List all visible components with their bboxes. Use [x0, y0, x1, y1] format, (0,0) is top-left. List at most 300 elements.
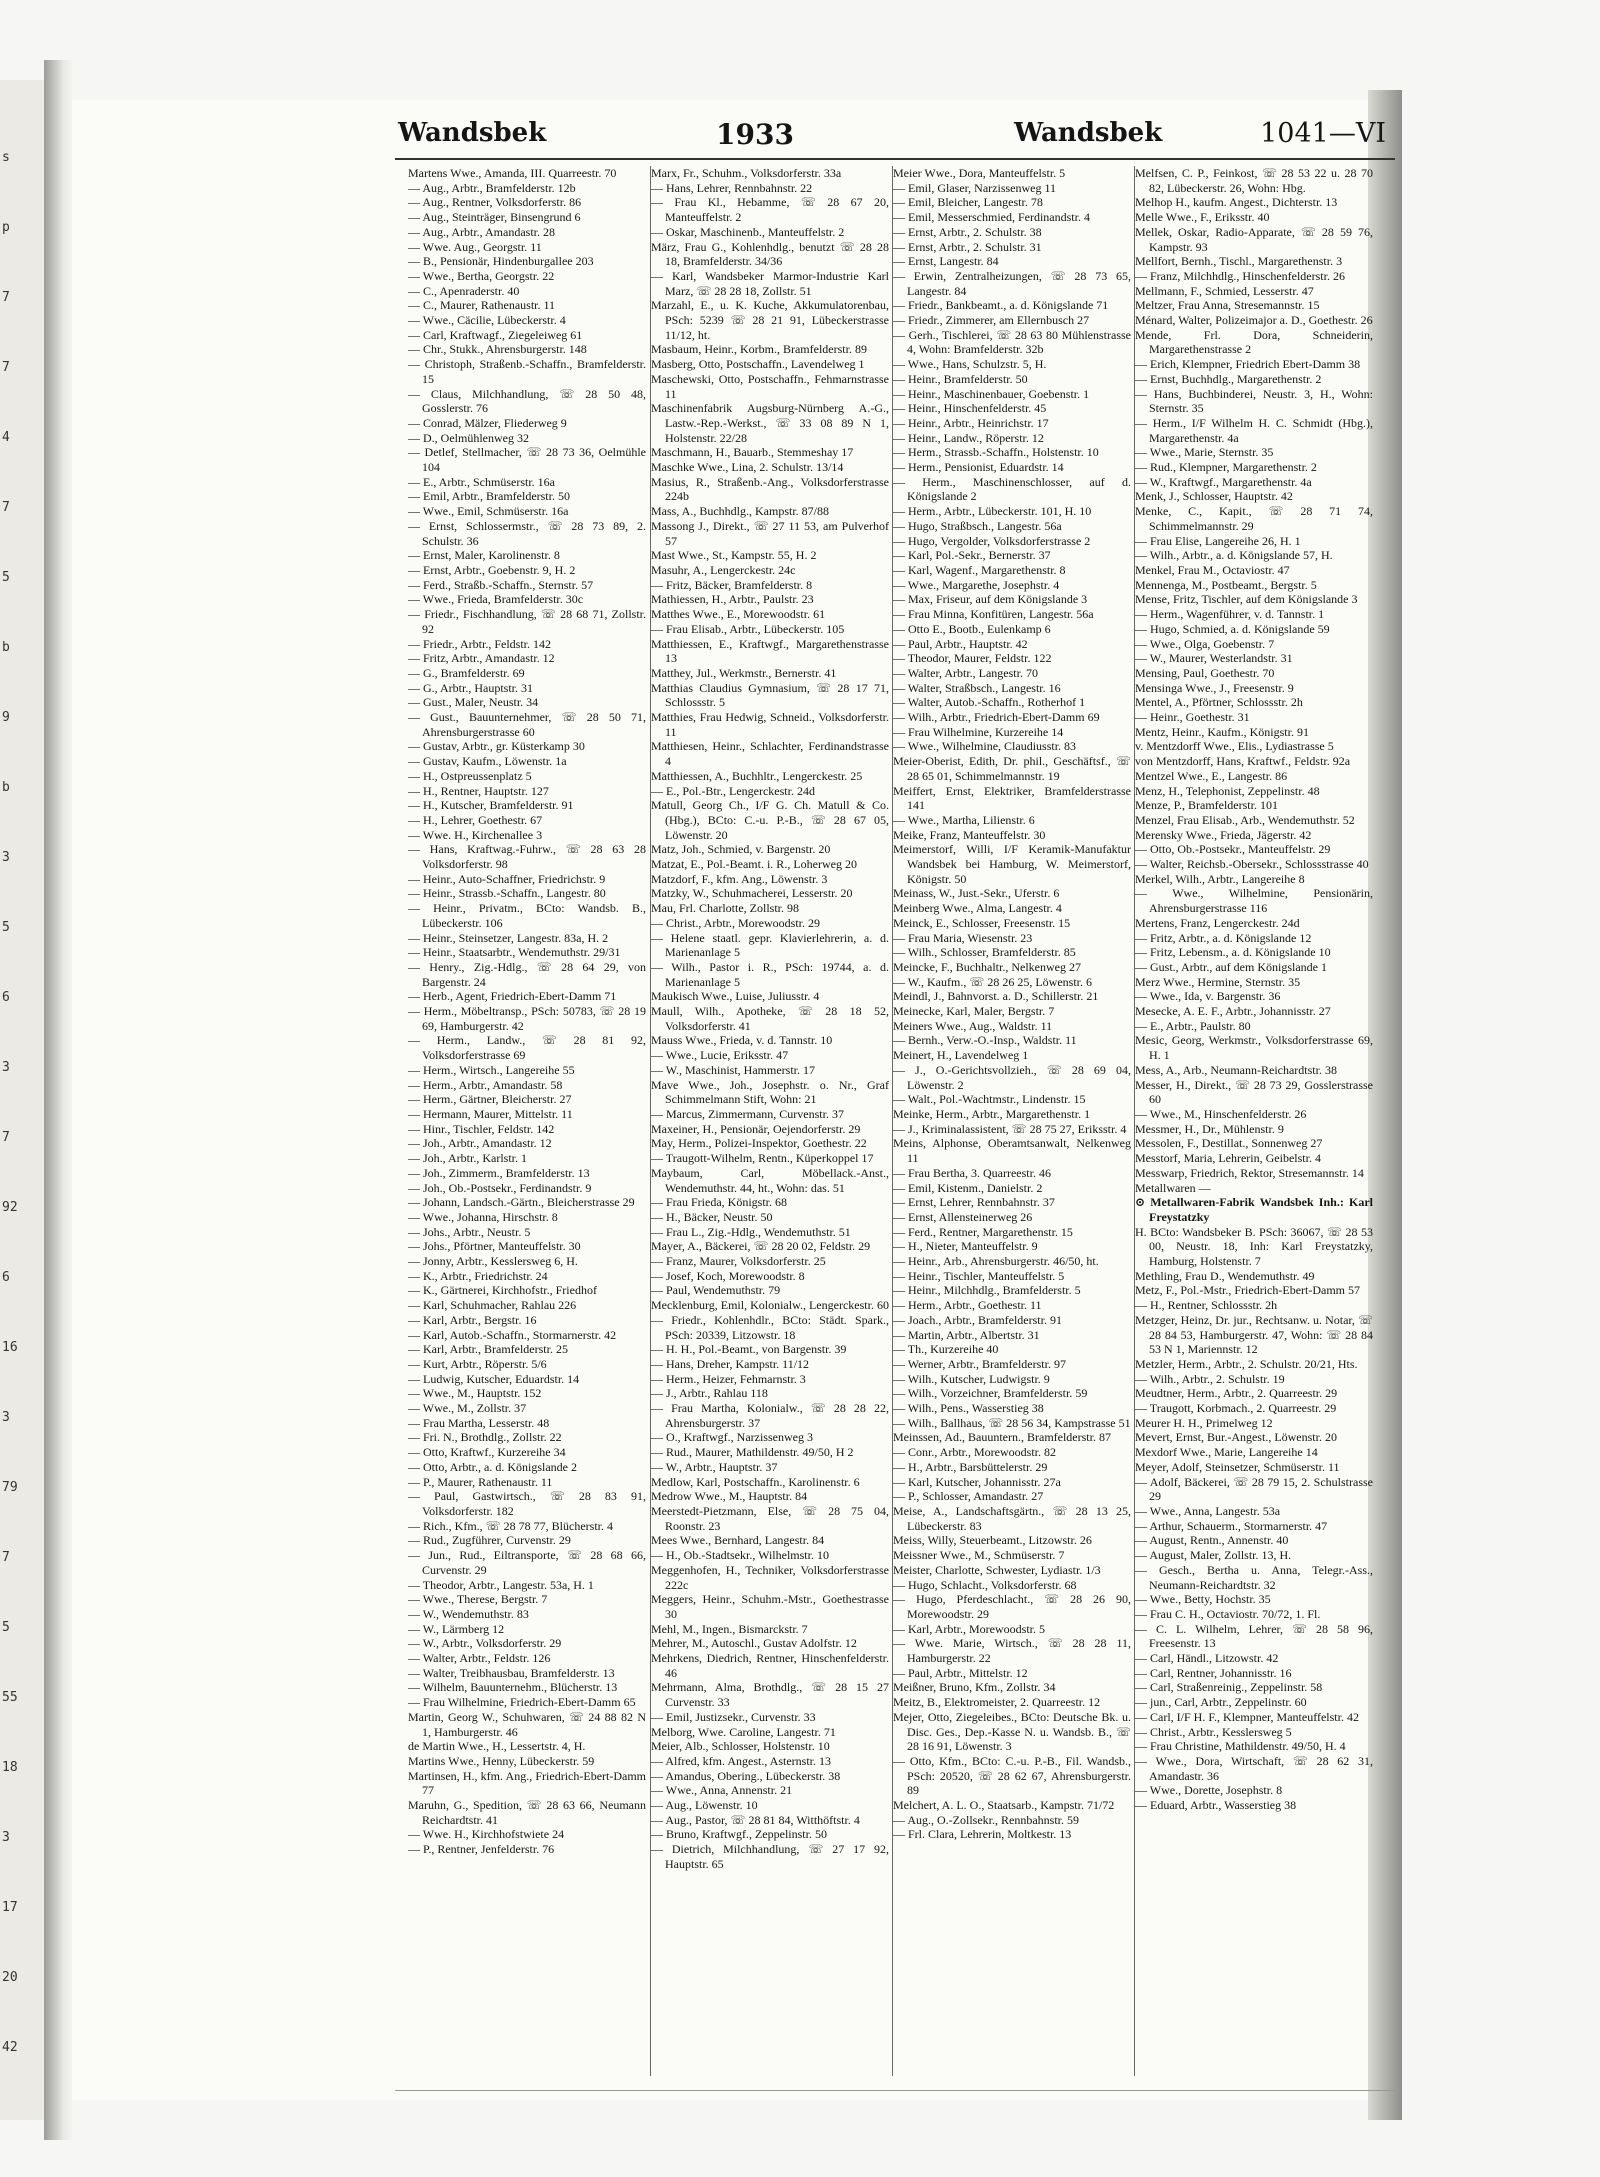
directory-entry: Meincke, F., Buchhaltr., Nelkenweg 27 [893, 959, 1081, 974]
directory-entry: Matthias Claudius Gymnasium, ☏ 28 17 71, Schlossstr. 5 [651, 680, 889, 710]
directory-entry: Martens Wwe., Amanda, III. Quarreestr. 70 [408, 166, 617, 180]
directory-entry: Mevert, Ernst, Bur.-Angest., Löwenstr. 20 [1135, 1430, 1337, 1445]
directory-entry: — Erwin, Zentralheizungen, ☏ 28 73 65, Langestr. 84 [893, 268, 1131, 298]
directory-entry: — Walter, Arbtr., Langestr. 70 [893, 665, 1038, 680]
directory-entry: Mennenga, M., Postbeamt., Bergstr. 5 [1135, 577, 1317, 592]
directory-entry: — Christ., Arbtr., Morewoodstr. 29 [651, 915, 821, 930]
directory-entry: — Walter, Straßbsch., Langestr. 16 [893, 680, 1061, 695]
directory-entry: — H., Ostpreussenplatz 5 [408, 768, 532, 783]
directory-entry: Matthiessen, A., Buchhltr., Lengerckestr. 25 [651, 768, 863, 783]
directory-entry: Messwarp, Friedrich, Rektor, Stresemannstr. 14 [1135, 1165, 1364, 1180]
previous-page-fragment: 3 [2, 850, 10, 865]
directory-entry: Mees Wwe., Bernhard, Langestr. 84 [651, 1533, 825, 1548]
directory-entry: — Wwe., M., Zollstr. 37 [408, 1401, 527, 1416]
directory-entry: — Max, Friseur, auf dem Königslande 3 [893, 592, 1088, 607]
directory-entry: Metzler, Herm., Arbtr., 2. Schulstr. 20/21, Hts. [1135, 1356, 1358, 1371]
directory-entry: — Ludwig, Kutscher, Eduardstr. 14 [408, 1371, 580, 1386]
directory-entry: — Heinr., Bramfelderstr. 50 [893, 371, 1028, 386]
directory-entry: — Herm., Wirtsch., Langereihe 55 [408, 1062, 575, 1077]
directory-entry: — H., Lehrer, Goethestr. 67 [408, 812, 543, 827]
directory-entry: — Theodor, Arbtr., Langestr. 53a, H. 1 [408, 1577, 594, 1592]
directory-entry: — Otto, Arbtr., a. d. Königslande 2 [408, 1459, 577, 1474]
directory-entry: — Friedr., Zimmerer, am Ellernbusch 27 [893, 313, 1090, 328]
directory-entry: — O., Kraftwgf., Narzissenweg 3 [651, 1430, 813, 1445]
directory-entry: — Friedr., Bankbeamt., a. d. Königslande 71 [893, 298, 1109, 313]
directory-entry: — Gesch., Bertha u. Anna, Telegr.-Ass., Neumann-Reichardtstr. 32 [1135, 1562, 1373, 1592]
directory-entry: — J., Kriminalassistent, ☏ 28 75 27, Eriksstr. 4 [893, 1121, 1127, 1136]
directory-entry: — Heinr., Tischler, Manteuffelstr. 5 [893, 1268, 1065, 1283]
directory-entry: — Joh., Arbtr., Karlstr. 1 [408, 1151, 527, 1166]
directory-entry: — Paul, Gastwirtsch., ☏ 28 83 91, Volksdorferstr. 182 [408, 1489, 646, 1518]
directory-entry: — Herb., Agent, Friedrich-Ebert-Damm 71 [408, 989, 617, 1004]
directory-entry: Meindl, J., Bahnvorst. a. D., Schillerstr. 21 [893, 989, 1099, 1004]
directory-entry: — Aug., Pastor, ☏ 28 81 84, Witthöftstr. 4 [651, 1812, 860, 1827]
directory-entry: Mave Wwe., Joh., Josephstr. o. Nr., Graf Schimmelmann Stift, Wohn: 21 [651, 1077, 889, 1107]
directory-entry: — Karl, Wandsbeker Marmor-Industrie Karl Marz, ☏ 28 28 18, Zollstr. 51 [651, 268, 889, 298]
directory-entry: — C., Maurer, Rathenaustr. 11 [408, 298, 556, 313]
previous-page-fragment: 5 [2, 570, 10, 585]
directory-entry: — Wwe., Olga, Goebenstr. 7 [1135, 636, 1275, 651]
directory-entry: — Hans, Buchbinderei, Neustr. 3, H., Wohn: Sternstr. 35 [1135, 386, 1373, 416]
directory-entry: Meins, Alphonse, Oberamtsanwalt, Nelkenweg 11 [893, 1136, 1131, 1166]
previous-page-fragment: 3 [2, 1060, 10, 1075]
directory-entry: — jun., Carl, Arbtr., Zeppelinstr. 60 [1135, 1695, 1307, 1710]
directory-entry: Meinssen, Ad., Bauuntern., Bramfelderstr. 87 [893, 1430, 1111, 1445]
directory-entry: Medrow Wwe., M., Hauptstr. 84 [651, 1489, 808, 1504]
directory-entry: — Karl, Wagenf., Margarethenstr. 8 [893, 562, 1066, 577]
directory-entry: — Wwe. H., Kirchenallee 3 [408, 827, 543, 842]
directory-entry: — Karl, Schuhmacher, Rahlau 226 [408, 1298, 577, 1313]
directory-entry: — Walter, Autob.-Schaffn., Rotherhof 1 [893, 695, 1086, 710]
previous-page-fragment: 7 [2, 500, 10, 515]
previous-page-fragment: 55 [2, 1690, 18, 1705]
directory-entry: — Ernst, Maler, Karolinenstr. 8 [408, 548, 560, 563]
directory-entry: — Hans, Lehrer, Rennbahnstr. 22 [651, 180, 813, 195]
directory-entry: — Emil, Glaser, Narzissenweg 11 [893, 180, 1057, 195]
directory-entry: — Karl, Pol.-Sekr., Bernerstr. 37 [893, 548, 1051, 563]
directory-entry: — W., Wendemuthstr. 83 [408, 1606, 529, 1621]
footer-rule [395, 2090, 1395, 2091]
directory-entry: — Aug., Rentner, Volksdorferstr. 86 [408, 195, 582, 210]
directory-entry: — Emil, Messerschmied, Ferdinandstr. 4 [893, 210, 1090, 225]
directory-entry: Maschewski, Otto, Postschaffn., Fehmarnstrasse 11 [651, 371, 889, 401]
directory-entry: — Walter, Treibhausbau, Bramfelderstr. 13 [408, 1665, 615, 1680]
directory-entry: — W., Kaufm., ☏ 28 26 25, Löwenstr. 6 [893, 974, 1092, 989]
directory-entry: — Theodor, Maurer, Feldstr. 122 [893, 651, 1052, 666]
directory-entry: Mesecke, A. E. F., Arbtr., Johannisstr. 27 [1135, 1004, 1331, 1019]
directory-entry: Mecklenburg, Emil, Kolonialw., Lengerckestr. 60 [651, 1298, 889, 1313]
previous-page-fragment: b [2, 640, 10, 655]
directory-entry: Maull, Wilh., Apotheke, ☏ 28 18 52, Volksdorferstr. 41 [651, 1004, 889, 1033]
directory-entry: — Heinr., Auto-Schaffner, Friedrichstr. 9 [408, 871, 606, 886]
directory-entry: Melchert, A. L. O., Staatsarb., Kampstr. 71/72 [893, 1798, 1115, 1813]
directory-entry: — Karl, Kutscher, Johannisstr. 27a [893, 1474, 1061, 1489]
directory-entry: — Carl, Händl., Litzowstr. 42 [1135, 1651, 1279, 1666]
previous-page-fragment: s [2, 150, 10, 165]
directory-entry: Meise, A., Landschaftsgärtn., ☏ 28 13 25, Lübeckerstr. 83 [893, 1503, 1131, 1533]
directory-entry: — H., Rentner, Hauptstr. 127 [408, 783, 549, 798]
previous-page-edge [0, 80, 46, 2120]
directory-entry: — Gustav, Arbtr., gr. Küsterkamp 30 [408, 739, 585, 754]
directory-entry: Matzky, W., Schuhmacherei, Lesserstr. 20 [651, 886, 853, 901]
directory-entry: Merz Wwe., Hermine, Sternstr. 35 [1135, 974, 1301, 989]
directory-entry: Mentzel Wwe., E., Langestr. 86 [1135, 768, 1288, 783]
directory-entry: Mehrkens, Diedrich, Rentner, Hinschenfelderstr. 46 [651, 1651, 889, 1680]
directory-entry: — Johann, Landsch.-Gärtn., Bleicherstrasse 29 [408, 1195, 635, 1210]
directory-entry: Metallwaren — [1135, 1180, 1211, 1195]
directory-entry: — Ernst, Allensteinerweg 26 [893, 1209, 1033, 1224]
directory-entry: — Gust., Maler, Neustr. 34 [408, 695, 539, 710]
directory-entry: — Wwe. H., Kirchhofstwiete 24 [408, 1827, 565, 1842]
directory-entry: — Herm., Strassb.-Schaffn., Holstenstr. 10 [893, 445, 1099, 460]
directory-entry: Metzger, Heinz, Dr. jur., Rechtsanw. u. Notar, ☏ 28 84 53, Hamburgerstr. 47, Wohn: ☏ 28 84 53 N 1, Mariennstr. 12 [1135, 1312, 1373, 1357]
directory-entry: Mathiessen, H., Arbtr., Paulstr. 23 [651, 592, 814, 607]
directory-entry: — K., Arbtr., Friedrichstr. 24 [408, 1268, 548, 1283]
directory-entry: — Wwe., Marie, Sternstr. 35 [1135, 445, 1274, 460]
directory-entry: — Karl, Arbtr., Bramfelderstr. 25 [408, 1342, 568, 1357]
directory-entry: — Wilh., Arbtr., Friedrich-Ebert-Damm 69 [893, 710, 1100, 725]
previous-page-fragment: b [2, 780, 10, 795]
directory-entry: Meinck, E., Schlosser, Freesenstr. 15 [893, 915, 1071, 930]
directory-entry: de Martin Wwe., H., Lessertstr. 4, H. [408, 1739, 586, 1754]
directory-entry: Matthey, Jul., Werkmstr., Bernerstr. 41 [651, 665, 837, 680]
previous-page-fragment: 4 [2, 430, 10, 445]
directory-entry: — Herm., Maschinenschlosser, auf d. Königslande 2 [893, 474, 1131, 504]
directory-entry: — Carl, I/F H. F., Klempner, Manteuffelstr. 42 [1135, 1709, 1359, 1724]
directory-entry: — Herm., Möbeltransp., PSch: 50783, ☏ 28 19 69, Hamburgerstr. 42 [408, 1004, 646, 1033]
directory-entry: — Frau Maria, Wiesenstr. 23 [893, 930, 1033, 945]
directory-entry: — Frau Kl., Hebamme, ☏ 28 67 20, Manteuffelstr. 2 [651, 195, 889, 225]
directory-entry: Meißner, Bruno, Kfm., Zollstr. 34 [893, 1680, 1056, 1695]
directory-entry: — K., Gärtnerei, Kirchhofstr., Friedhof [408, 1283, 597, 1298]
directory-entry: Meiss, Willy, Steuerbeamt., Litzowstr. 26 [893, 1533, 1092, 1548]
directory-entry: — Wwe., Ida, v. Bargenstr. 36 [1135, 989, 1281, 1004]
previous-page-fragment: 7 [2, 1550, 10, 1565]
directory-entry: — Herm., Gärtner, Bleicherstr. 27 [408, 1092, 572, 1107]
directory-entry: Mexdorf Wwe., Marie, Langereihe 14 [1135, 1445, 1318, 1460]
directory-entry: — Heinr., Maschinenbauer, Goebenstr. 1 [893, 386, 1090, 401]
directory-entry: Menke, C., Kapit., ☏ 28 71 74, Schimmelmannstr. 29 [1135, 504, 1373, 533]
column-3 [892, 166, 1131, 2076]
directory-entry: — Rud., Zugführer, Curvenstr. 29 [408, 1533, 571, 1548]
directory-entry: Meinecke, Karl, Maler, Bergstr. 7 [893, 1004, 1055, 1019]
directory-entry: — Gust., Bauunternehmer, ☏ 28 50 71, Ahrensburgerstrasse 60 [408, 710, 646, 739]
directory-entry: — G., Arbtr., Hauptstr. 31 [408, 680, 533, 695]
directory-entry: — Friedr., Kohlenhdlr., BCto: Städt. Spark., PSch: 20339, Litzowstr. 18 [651, 1312, 889, 1342]
directory-entry: — H., Kutscher, Bramfelderstr. 91 [408, 798, 574, 813]
directory-entry: — Wwe., Therese, Bergstr. 7 [408, 1592, 548, 1607]
previous-page-fragment: 16 [2, 1340, 18, 1355]
directory-entry: — Johs., Pförtner, Manteuffelstr. 30 [408, 1239, 581, 1254]
directory-entry: — Rud., Klempner, Margarethenstr. 2 [1135, 460, 1317, 475]
directory-entry: — Martin, Arbtr., Albertstr. 31 [893, 1327, 1040, 1342]
directory-entry: Meister, Charlotte, Schwester, Lydiastr. 1/3 [893, 1562, 1101, 1577]
directory-entry: Maukisch Wwe., Luise, Juliusstr. 4 [651, 989, 820, 1004]
directory-entry: — Ernst, Schlossermstr., ☏ 28 73 89, 2. Schulstr. 36 [408, 518, 646, 548]
directory-entry: von Mentzdorff, Hans, Kraftwf., Feldstr. 92a [1135, 754, 1351, 769]
directory-entry: Matzat, E., Pol.-Beamt. i. R., Loherweg 20 [651, 857, 857, 872]
directory-entry: — G., Bramfelderstr. 69 [408, 665, 525, 680]
directory-entry: — Hugo, Schlacht., Volksdorferstr. 68 [893, 1577, 1077, 1592]
directory-entry: Meissner Wwe., M., Schmüserstr. 7 [893, 1548, 1065, 1563]
directory-entry: — Karl, Arbtr., Morewoodstr. 5 [893, 1621, 1045, 1636]
directory-entry: — Aug., Steinträger, Binsengrund 6 [408, 210, 581, 225]
directory-entry: — Herm., Landw., ☏ 28 81 92, Volksdorferstrasse 69 [408, 1033, 646, 1063]
directory-entry: Meudtner, Herm., Arbtr., 2. Quarreestr. 29 [1135, 1386, 1338, 1401]
directory-entry: — Rud., Maurer, Mathildenstr. 49/50, H 2 [651, 1445, 854, 1460]
directory-entry: — Paul, Arbtr., Hauptstr. 42 [893, 636, 1028, 651]
directory-entry: — Claus, Milchhandlung, ☏ 28 50 48, Gosslerstr. 76 [408, 386, 646, 416]
directory-entry: — Frau Frieda, Königstr. 68 [651, 1195, 787, 1210]
directory-entry: — Hans, Dreher, Kampstr. 11/12 [651, 1356, 810, 1371]
directory-entry: — Otto, Kraftwf., Kurzereihe 34 [408, 1445, 566, 1460]
directory-entry: Mast Wwe., St., Kampstr. 55, H. 2 [651, 548, 817, 563]
directory-entry: — Frau Elise, Langereihe 26, H. 1 [1135, 533, 1301, 548]
directory-entry: — Fri. N., Brothdlg., Zollstr. 22 [408, 1430, 562, 1445]
directory-entry: Melhop H., kaufm. Angest., Dichterstr. 13 [1135, 195, 1338, 210]
directory-entry: Martins Wwe., Henny, Lübeckerstr. 59 [408, 1753, 595, 1768]
directory-entry: — Wwe., Dorette, Josephstr. 8 [1135, 1783, 1283, 1798]
directory-entry: Marzahl, E., u. K. Kuche, Akkumulatorenbau, PSch: 5239 ☏ 28 21 91, Lübeckerstrasse 11/12, ht. [651, 298, 889, 342]
directory-entry: Maxeiner, H., Pensionär, Oejendorferstr. 29 [651, 1121, 861, 1136]
directory-entry: Meinass, W., Just.-Sekr., Uferstr. 6 [893, 886, 1060, 901]
header-rule [395, 158, 1395, 160]
directory-entry: — Otto, Kfm., BCto: C.-u. P.-B., Fil. Wandsb., PSch: 20520, ☏ 28 62 67, Ahrensburgerstr. 89 [893, 1753, 1131, 1798]
directory-entry: — J., Arbtr., Rahlau 118 [651, 1386, 768, 1401]
directory-entry: — Fritz, Bäcker, Bramfelderstr. 8 [651, 577, 813, 592]
directory-entry: Martin, Georg W., Schuhwaren, ☏ 24 88 82 N 1, Hamburgerstr. 46 [408, 1709, 646, 1739]
directory-entry: — Wwe., Hans, Schulzstr. 5, H. [893, 357, 1047, 372]
directory-entry: — Jun., Rud., Eiltransporte, ☏ 28 68 66, Curvenstr. 29 [408, 1548, 646, 1577]
directory-entry: — H. H., Pol.-Beamt., von Bargenstr. 39 [651, 1342, 847, 1357]
directory-entry: — Wilh., Pens., Wasserstieg 38 [893, 1401, 1044, 1416]
directory-entry: — Wwe., Lucie, Eriksstr. 47 [651, 1048, 789, 1063]
directory-entry: Meinke, Herm., Arbtr., Margarethenstr. 1 [893, 1107, 1091, 1121]
directory-entry: — Fritz, Arbtr., a. d. Königslande 12 [1135, 930, 1312, 945]
directory-entry: Menkel, Frau M., Octaviostr. 47 [1135, 562, 1290, 577]
directory-entry: — Wwe., Dora, Wirtschaft, ☏ 28 62 31, Amandastr. 36 [1135, 1753, 1373, 1783]
directory-entry: — Kurt, Arbtr., Röperstr. 5/6 [408, 1356, 547, 1371]
directory-entry: Marx, Fr., Schuhm., Volksdorferstr. 33a [651, 166, 842, 180]
column-1 [408, 166, 646, 2076]
directory-entry: — Ferd., Straßb.-Schaffn., Sternstr. 57 [408, 577, 594, 592]
previous-page-fragment: p [2, 220, 10, 235]
directory-entry: Mau, Frl. Charlotte, Zollstr. 98 [651, 901, 799, 916]
directory-entry: Meiners Wwe., Aug., Waldstr. 11 [893, 1018, 1053, 1033]
directory-entry: — Herm., Arbtr., Amandastr. 58 [408, 1077, 563, 1092]
directory-entry: Meier Wwe., Dora, Manteuffelstr. 5 [893, 166, 1066, 180]
directory-entry: — Carl, Straßenreinig., Zeppelinstr. 58 [1135, 1680, 1323, 1695]
directory-entry: Mertens, Franz, Lengerckestr. 24d [1135, 915, 1300, 930]
directory-entry: — Arthur, Schauerm., Stormarnerstr. 47 [1135, 1518, 1328, 1533]
directory-entry: — Henry., Zig.-Hdlg., ☏ 28 64 29, von Bargenstr. 24 [408, 959, 646, 989]
directory-entry: — Carl, Kraftwagf., Ziegeleiweg 61 [408, 327, 583, 342]
directory-entry: — Joh., Ob.-Postsekr., Ferdinandstr. 9 [408, 1180, 592, 1195]
directory-entry: — Conrad, Mälzer, Fliederweg 9 [408, 415, 567, 430]
directory-entry: — Emil, Arbtr., Bramfelderstr. 50 [408, 489, 570, 504]
directory-entry: — Herm., Arbtr., Goethestr. 11 [893, 1298, 1042, 1313]
directory-entry: — Wwe., Bertha, Georgstr. 22 [408, 268, 555, 283]
directory-entry: — Frau Bertha, 3. Quarreestr. 46 [893, 1165, 1051, 1180]
directory-entry: Mellmann, F., Schmied, Lesserstr. 47 [1135, 283, 1314, 298]
directory-entry: — Emil, Bleicher, Langestr. 78 [893, 195, 1043, 210]
previous-page-fragment: 3 [2, 1410, 10, 1425]
directory-entry: — Heinr., Privatm., BCto: Wandsb. B., Lübeckerstr. 106 [408, 901, 646, 930]
book-gutter [44, 60, 72, 2140]
directory-entry: Mende, Frl. Dora, Schneiderin, Margarethenstrasse 2 [1135, 327, 1373, 357]
directory-entry: — Heinr., Steinsetzer, Langestr. 83a, H. 2 [408, 930, 609, 945]
directory-entry: — Walter, Reichsb.-Obersekr., Schlossstrasse 40 [1135, 857, 1369, 872]
directory-entry: Mellek, Oskar, Radio-Apparate, ☏ 28 59 76, Kampstr. 93 [1135, 224, 1373, 254]
directory-entry: Merensky Wwe., Frieda, Jägerstr. 42 [1135, 827, 1312, 842]
directory-entry: — P., Rentner, Jenfelderstr. 76 [408, 1842, 555, 1857]
directory-entry: — Hinr., Tischler, Feldstr. 142 [408, 1121, 555, 1136]
directory-entry: — Hans, Kraftwag.-Fuhrw., ☏ 28 63 28 Volksdorferstr. 98 [408, 842, 646, 872]
previous-page-fragment: 9 [2, 710, 10, 725]
directory-entry: Matthiesen, Heinr., Schlachter, Ferdinandstrasse 4 [651, 739, 889, 769]
directory-entry: Meltzer, Frau Anna, Stresemannstr. 15 [1135, 298, 1320, 313]
directory-entry: — Ernst, Langestr. 84 [893, 254, 999, 269]
directory-entry: — H., Ob.-Stadtsekr., Wilhelmstr. 10 [651, 1548, 829, 1563]
directory-entry: — Ernst, Buchhdlg., Margarethenstr. 2 [1135, 371, 1322, 386]
previous-page-fragment: 7 [2, 1130, 10, 1145]
directory-entry: — Amandus, Obering., Lübeckerstr. 38 [651, 1768, 841, 1783]
directory-entry: Meyer, Adolf, Steinsetzer, Schmüserstr. 11 [1135, 1459, 1340, 1474]
previous-page-fragment: 7 [2, 290, 10, 305]
directory-entry: — Wilh., Ballhaus, ☏ 28 56 34, Kampstrasse 51 [893, 1415, 1131, 1430]
directory-entry: — Karl, Autob.-Schaffn., Stormarnerstr. 42 [408, 1327, 617, 1342]
previous-page-fragment: 79 [2, 1480, 18, 1495]
directory-entry: Metz, F., Pol.-Mstr., Friedrich-Ebert-Damm 57 [1135, 1283, 1361, 1298]
directory-entry: — Gerh., Tischlerei, ☏ 28 63 80 Mühlenstrasse 4, Wohn: Bramfelderstr. 32b [893, 327, 1131, 357]
directory-entry: — Jonny, Arbtr., Kesslersweg 6, H. [408, 1254, 578, 1269]
directory-entry: Messtorf, Maria, Lehrerin, Geibelstr. 4 [1135, 1151, 1321, 1166]
directory-entry: — Franz, Maurer, Volksdorferstr. 25 [651, 1254, 826, 1269]
directory-entry: Meier, Alb., Schlosser, Holstenstr. 10 [651, 1739, 830, 1754]
directory-entry: ⊙ Metallwaren-Fabrik Wandsbek Inh.: Karl Freystatzky [1135, 1195, 1373, 1224]
directory-entry: — Detlef, Stellmacher, ☏ 28 73 36, Oelmühle 104 [408, 445, 646, 475]
directory-entry: Mensing, Paul, Goethestr. 70 [1135, 665, 1275, 680]
directory-entry: — August, Rentn., Annenstr. 40 [1135, 1533, 1289, 1548]
directory-entry: — Heinr., Arb., Ahrensburgerstr. 46/50, ht. [893, 1254, 1099, 1269]
directory-entry: Meinberg Wwe., Alma, Langestr. 4 [893, 901, 1062, 916]
directory-entry: Melborg, Wwe. Caroline, Langestr. 71 [651, 1724, 836, 1739]
directory-entry: Mayer, A., Bäckerei, ☏ 28 20 02, Feldstr. 29 [651, 1239, 871, 1254]
directory-entry: — Herm., I/F Wilhelm H. C. Schmidt (Hbg.), Margarethenstr. 4a [1135, 415, 1373, 445]
directory-entry: — Wwe., Betty, Hochstr. 35 [1135, 1592, 1271, 1607]
directory-entry: — Friedr., Fischhandlung, ☏ 28 68 71, Zollstr. 92 [408, 607, 646, 636]
directory-entry: — Frl. Clara, Lehrerin, Moltkestr. 13 [893, 1827, 1072, 1842]
directory-entry: — C., Apenraderstr. 40 [408, 283, 520, 298]
page-number: 1041—VI [1260, 118, 1386, 149]
directory-entry: Messmer, H., Dr., Mühlenstr. 9 [1135, 1121, 1284, 1136]
directory-entry: Melle Wwe., F., Eriksstr. 40 [1135, 210, 1270, 225]
directory-entry: — Karl, Arbtr., Bergstr. 16 [408, 1312, 537, 1327]
directory-entry: Melfsen, C. P., Feinkost, ☏ 28 53 22 u. 28 70 82, Lübeckerstr. 26, Wohn: Hbg. [1135, 166, 1373, 195]
previous-page-fragment: 6 [2, 990, 10, 1005]
directory-entry: — Aug., Arbtr., Amandastr. 28 [408, 224, 555, 239]
directory-entry: — Wwe., M., Hinschenfelderstr. 26 [1135, 1107, 1307, 1121]
directory-entry: Matzdorf, F., kfm. Ang., Löwenstr. 3 [651, 871, 828, 886]
directory-entry: — Wwe. Aug., Georgstr. 11 [408, 239, 542, 254]
previous-page-fragment: 5 [2, 1620, 10, 1635]
column-2 [650, 166, 889, 2076]
directory-entry: — Joh., Arbtr., Amandastr. 12 [408, 1136, 552, 1151]
directory-entry: — Eduard, Arbtr., Wasserstieg 38 [1135, 1798, 1297, 1813]
directory-entry: — Frau C. H., Octaviostr. 70/72, 1. Fl. [1135, 1606, 1321, 1621]
directory-entry: H. BCto: Wandsbeker B. PSch: 36067, ☏ 28 53 00, Neustr. 18, Inh: Karl Freystatzky, Hamburg, Holstenstr. 7 [1135, 1224, 1373, 1269]
directory-entry: — Wwe., Anna, Annenstr. 21 [651, 1783, 793, 1798]
directory-entry: Mass, A., Buchhdlg., Kampstr. 87/88 [651, 504, 830, 519]
directory-entry: Meiffert, Ernst, Elektriker, Bramfelderstrasse 141 [893, 783, 1131, 813]
directory-entry: — Frau L., Zig.-Hdlg., Wendemuthstr. 51 [651, 1224, 851, 1239]
directory-entry: Mentel, A., Pförtner, Schlossstr. 2h [1135, 695, 1303, 710]
directory-entry: — Franz, Milchhdlg., Hinschenfelderstr. 26 [1135, 268, 1345, 283]
directory-entry: — P., Maurer, Rathenaustr. 11 [408, 1474, 553, 1489]
directory-entry: — Wwe., Emil, Schmüserstr. 16a [408, 504, 569, 519]
directory-entry: — Wwe., Cäcilie, Lübeckerstr. 4 [408, 313, 566, 328]
directory-entry: — Adolf, Bäckerei, ☏ 28 79 15, 2. Schulstrasse 29 [1135, 1474, 1373, 1504]
directory-entry: — Wwe., M., Hauptstr. 152 [408, 1386, 542, 1401]
directory-entry: Maruhn, G., Spedition, ☏ 28 63 66, Neumann Reichardtstr. 41 [408, 1798, 646, 1827]
directory-entry: — Johs., Arbtr., Neustr. 5 [408, 1224, 531, 1239]
directory-entry: — W., Maschinist, Hammerstr. 17 [651, 1062, 815, 1077]
directory-entry: — Frau Martha, Kolonialw., ☏ 28 28 22, Ahrensburgerstr. 37 [651, 1401, 889, 1430]
directory-entry: — Gustav, Kaufm., Löwenstr. 1a [408, 754, 567, 769]
directory-entry: — H., Nieter, Manteuffelstr. 9 [893, 1239, 1038, 1254]
previous-page-fragment: 20 [2, 1970, 18, 1985]
directory-entry: — Christoph, Straßenb.-Schaffn., Bramfelderstr. 15 [408, 357, 646, 386]
directory-entry: — Th., Kurzereihe 40 [893, 1342, 999, 1357]
directory-entry: — W., Arbtr., Hauptstr. 37 [651, 1459, 778, 1474]
directory-entry: Menzel, Frau Elisab., Arb., Wendemuthstr. 52 [1135, 812, 1355, 827]
directory-entry: — W., Arbtr., Volksdorferstr. 29 [408, 1636, 562, 1651]
directory-entry: — Walter, Arbtr., Feldstr. 126 [408, 1651, 551, 1666]
directory-entry: Maschinenfabrik Augsburg-Nürnberg A.-G., Lastw.-Rep.-Werkst., ☏ 33 08 89 N 1, Holstenstr. 22/28 [651, 401, 889, 445]
header-right-title: Wandsbek [1014, 118, 1163, 148]
directory-entry: Meurer H. H., Primelweg 12 [1135, 1415, 1273, 1430]
directory-entry: — P., Schlosser, Amandastr. 27 [893, 1489, 1044, 1504]
directory-entry: Mehrmann, Alma, Brothdlg., ☏ 28 15 27 Curvenstr. 33 [651, 1680, 889, 1710]
directory-entry: — Frau Minna, Konfitüren, Langestr. 56a [893, 607, 1094, 622]
directory-entry: — Fritz, Lebensm., a. d. Königslande 10 [1135, 945, 1331, 960]
directory-entry: — Christ., Arbtr., Kesslersweg 5 [1135, 1724, 1292, 1739]
directory-entry: Matull, Georg Ch., I/F G. Ch. Matull & Co. (Hbg.), BCto: C.-u. P.-B., ☏ 28 67 05, Löwenstr. 20 [651, 798, 889, 842]
directory-entry: — E., Arbtr., Paulstr. 80 [1135, 1018, 1251, 1033]
directory-entry: — Rich., Kfm., ☏ 28 78 77, Blücherstr. 4 [408, 1518, 613, 1533]
directory-entry: Menz, H., Telephonist, Zeppelinstr. 48 [1135, 783, 1320, 798]
directory-entry: — Wwe., Margarethe, Josephstr. 4 [893, 577, 1060, 592]
previous-page-fragment: 7 [2, 360, 10, 375]
directory-entry: Messer, H., Direkt., ☏ 28 73 29, Gosslerstrasse 60 [1135, 1077, 1373, 1107]
directory-entry: — Friedr., Arbtr., Feldstr. 142 [408, 636, 552, 651]
directory-entry: Mauss Wwe., Frieda, v. d. Tannstr. 10 [651, 1033, 833, 1048]
directory-entry: — Heinr., Strassb.-Schaffn., Langestr. 80 [408, 886, 606, 901]
directory-entry: Meike, Franz, Manteuffelstr. 30 [893, 827, 1046, 842]
directory-entry: Matthes Wwe., E., Morewoodstr. 61 [651, 607, 826, 622]
directory-entry: Mehrer, M., Autoschl., Gustav Adolfstr. 12 [651, 1636, 857, 1651]
directory-entry: — H., Arbtr., Barsbüttelerstr. 29 [893, 1459, 1048, 1474]
directory-entry: Messolen, F., Destillat., Sonnenweg 27 [1135, 1136, 1323, 1151]
directory-entry: — Herm., Arbtr., Lübeckerstr. 101, H. 10 [893, 504, 1092, 519]
directory-entry: Meitz, B., Elektromeister, 2. Quarreestr. 12 [893, 1695, 1101, 1710]
directory-entry: — W., Maurer, Westerlandstr. 31 [1135, 651, 1293, 666]
directory-entry: — Ernst, Arbtr., 2. Schulstr. 38 [893, 224, 1042, 239]
directory-entry: — D., Oelmühlenweg 32 [408, 430, 529, 445]
directory-entry: — Heinr., Arbtr., Heinrichstr. 17 [893, 415, 1049, 430]
previous-page-fragment: 3 [2, 1830, 10, 1845]
directory-entry: Masberg, Otto, Postschaffn., Lavendelweg 1 [651, 357, 865, 372]
